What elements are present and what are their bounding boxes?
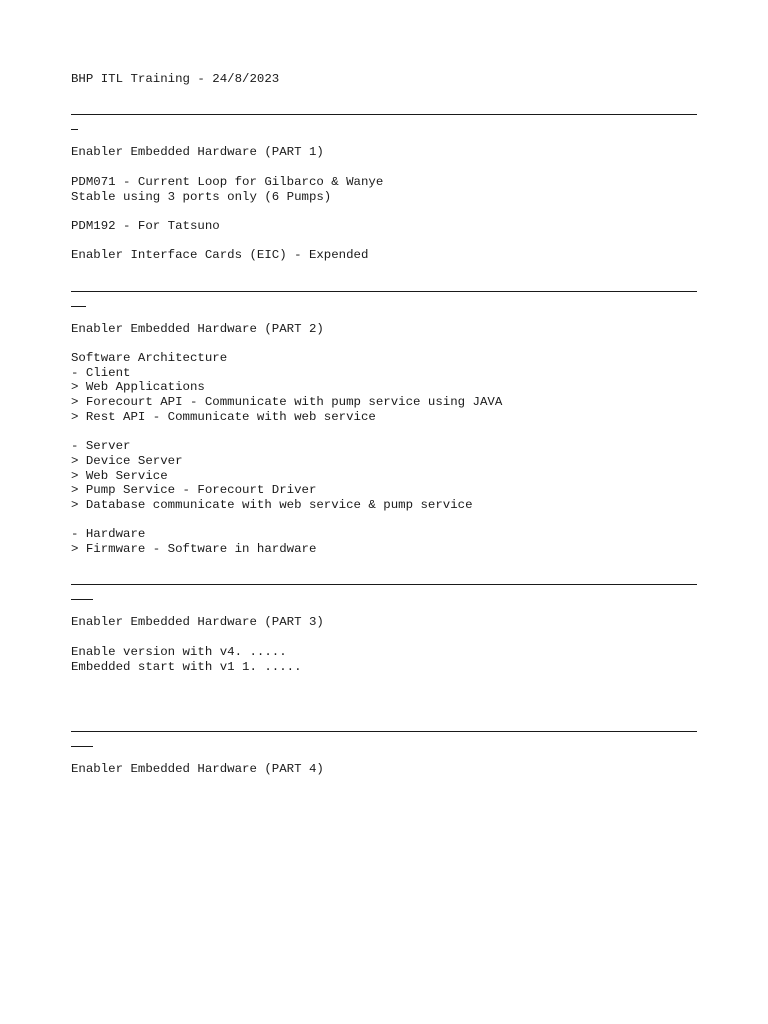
- section-text-line: > Firmware - Software in hardware: [71, 542, 317, 557]
- blank-line: [71, 336, 697, 351]
- blank-line: [71, 160, 697, 175]
- section-text-line: Enable version with v4. .....: [71, 644, 287, 659]
- blank-line: [71, 674, 697, 689]
- section-separator: [71, 571, 697, 600]
- section-separator: [71, 278, 697, 307]
- section-heading-part-4: Enabler Embedded Hardware (PART 4): [71, 762, 324, 777]
- blank-line: [71, 131, 697, 146]
- section-separator: [71, 101, 697, 130]
- blank-line: [71, 748, 697, 763]
- section-text-line: [71, 425, 697, 440]
- section-heading-part-2: Enabler Embedded Hardware (PART 2): [71, 321, 324, 336]
- section-text-line: > Web Applications: [71, 380, 205, 395]
- blank-line: [71, 704, 697, 719]
- section-text-line: Stable using 3 ports only (6 Pumps): [71, 189, 332, 204]
- section-text-line: [71, 204, 697, 219]
- blank-line: [71, 307, 697, 322]
- blank-line: [71, 87, 697, 102]
- section-text-line: Enabler Interface Cards (EIC) - Expended: [71, 248, 369, 263]
- section-separator: [71, 718, 697, 747]
- section-text-line: > Database communicate with web service & pump service: [71, 497, 473, 512]
- section-text-line: > Pump Service - Forecourt Driver: [71, 483, 317, 498]
- section-text-line: Embedded start with v1 1. .....: [71, 659, 302, 674]
- blank-line: [71, 263, 697, 278]
- section-heading-part-3: Enabler Embedded Hardware (PART 3): [71, 615, 324, 630]
- section-text-line: [71, 513, 697, 528]
- section-text-line: PDM192 - For Tatsuno: [71, 218, 220, 233]
- section-text-line: > Rest API - Communicate with web service: [71, 409, 376, 424]
- section-text-line: > Forecourt API - Communicate with pump service using JAVA: [71, 395, 503, 410]
- section-text-line: > Web Service: [71, 468, 168, 483]
- blank-line: [71, 689, 697, 704]
- document-page: [71, 72, 697, 777]
- section-heading-part-1: Enabler Embedded Hardware (PART 1): [71, 145, 324, 160]
- section-text-line: [71, 234, 697, 249]
- blank-line: [71, 630, 697, 645]
- section-text-line: PDM071 - Current Loop for Gilbarco & Wanye: [71, 174, 384, 189]
- section-text-line: - Server: [71, 439, 131, 454]
- section-text-line: Software Architecture: [71, 351, 228, 366]
- blank-line: [71, 557, 697, 572]
- blank-line: [71, 601, 697, 616]
- document-title: BHP ITL Training - 24/8/2023: [71, 72, 280, 86]
- section-text-line: - Client: [71, 365, 131, 380]
- section-text-line: - Hardware: [71, 527, 146, 542]
- section-text-line: > Device Server: [71, 453, 183, 468]
